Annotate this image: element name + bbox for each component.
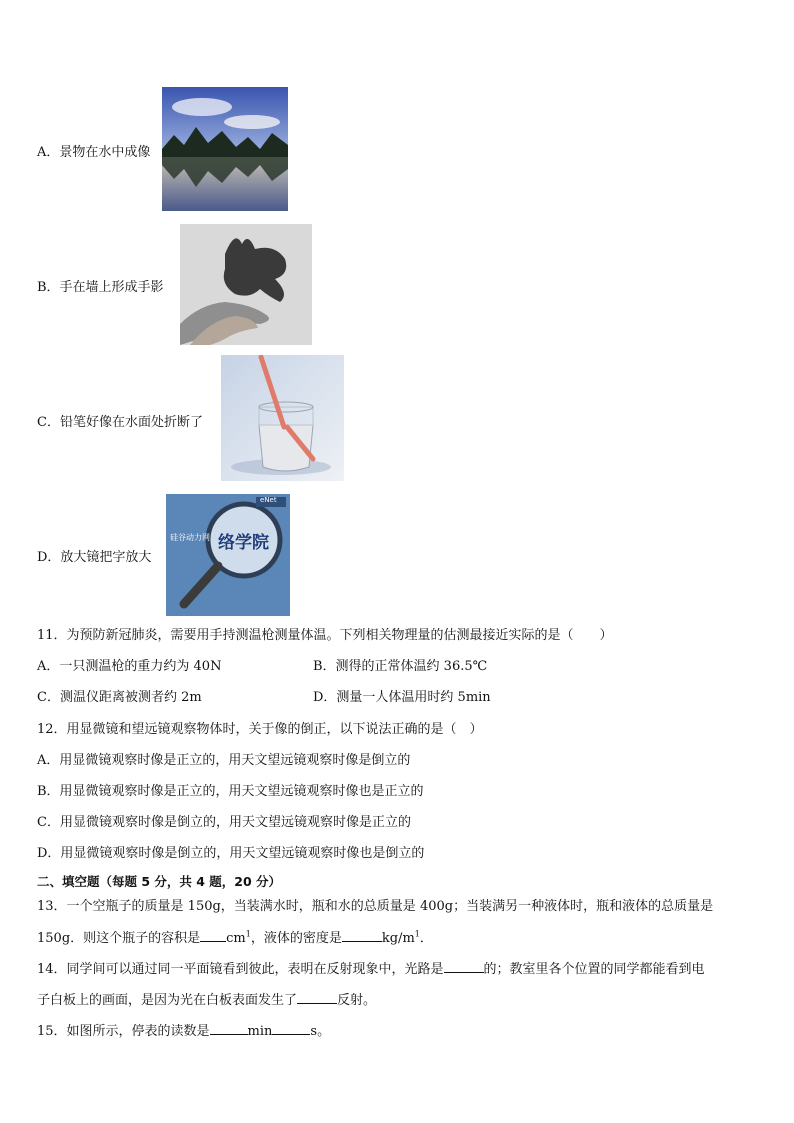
q14-blank-1[interactable] [444, 960, 484, 973]
q13-end: ． [419, 931, 433, 946]
q11-stem: 11．为预防新冠肺炎，需要用手持测温枪测量体温。下列相关物理量的估测最接近实际的是（ ） [37, 628, 613, 643]
q14-line1 [37, 958, 705, 977]
option-b-label: B．手在墙上形成手影 [37, 280, 164, 295]
hand-shadow-icon [180, 224, 312, 345]
q13-line2 [37, 927, 433, 946]
q13-blank-volume[interactable] [200, 929, 226, 942]
q13-exp-2: 1 [414, 929, 420, 939]
q14-text-d: 反射。 [337, 993, 377, 1008]
pencil-in-water-icon [221, 355, 344, 481]
option-d-label: D．放大镜把字放大 [37, 550, 152, 565]
q13-text-a: 150g．则这个瓶子的容积是 [37, 931, 201, 946]
q12-option-c: C．用显微镜观察时像是倒立的，用天文望远镜观察时像是正立的 [37, 815, 411, 830]
image-text-left: 硅谷动力网 [170, 533, 210, 542]
q13-line1: 13．一个空瓶子的质量是 150g，当装满水时，瓶和水的总质量是 400g；当装满另一种液体时，瓶和液体的总质量是 [37, 899, 714, 914]
q13-unit-density: kg/m [381, 931, 415, 946]
q11-option-d: D．测量一人体温用时约 5min [313, 690, 491, 705]
q14-line2 [37, 989, 376, 1008]
q12-option-d: D．用显微镜观察时像是倒立的，用天文望远镜观察时像也是倒立的 [37, 846, 425, 861]
q15-blank-s[interactable] [272, 1022, 310, 1035]
q15-unit-min: min [247, 1024, 273, 1039]
magnifier-icon [166, 494, 290, 616]
q13-blank-density[interactable] [342, 929, 382, 942]
q15-line [37, 1020, 330, 1039]
q14-text-b: 的；教室里各个位置的同学都能看到电 [483, 962, 705, 977]
q11-option-a: A．一只测温枪的重力约为 40N [37, 659, 222, 674]
image-text-main: 络学院 [218, 533, 269, 553]
q13-unit-volume: cm [226, 931, 246, 946]
option-c-label: C．铅笔好像在水面处折断了 [37, 415, 203, 430]
q15-blank-min[interactable] [210, 1022, 248, 1035]
q13-exp-1: 1 [245, 929, 251, 939]
image-text-top: eNet [260, 496, 277, 504]
q14-text-a: 14．同学间可以通过同一平面镜看到彼此，表明在反射现象中，光路是 [37, 962, 444, 977]
q15-unit-s: s。 [310, 1024, 331, 1039]
section-heading: 二、填空题（每题 5 分，共 4 题，20 分） [37, 874, 282, 889]
option-a-label: A．景物在水中成像 [37, 145, 151, 160]
q12-option-b: B．用显微镜观察时像是正立的，用天文望远镜观察时像也是正立的 [37, 784, 424, 799]
q14-text-c: 子白板上的画面，是因为光在白板表面发生了 [37, 993, 298, 1008]
q14-blank-2[interactable] [297, 991, 337, 1004]
q12-stem: 12．用显微镜和望远镜观察物体时，关于像的倒正，以下说法正确的是（ ） [37, 722, 483, 737]
q11-option-b: B．测得的正常体温约 36.5℃ [313, 659, 488, 674]
q13-text-b: ，液体的密度是 [250, 931, 342, 946]
lake-reflection-icon [162, 87, 288, 211]
q15-text: 15．如图所示，停表的读数是 [37, 1024, 210, 1039]
q12-option-a: A．用显微镜观察时像是正立的，用天文望远镜观察时像是倒立的 [37, 753, 411, 768]
q11-option-c: C．测温仪距离被测者约 2m [37, 690, 202, 705]
